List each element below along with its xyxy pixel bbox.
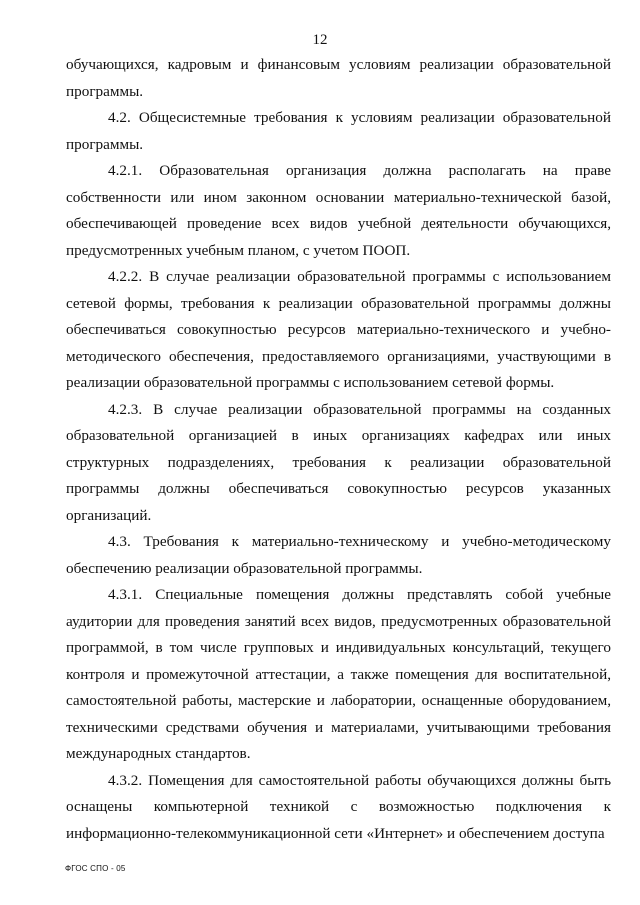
paragraph-4-2: 4.2. Общесистемные требования к условиям реализации образовательной программы. (66, 109, 611, 153)
paragraph-4-3-2: 4.3.2. Помещения для самостоятельной работы обучающихся должны быть оснащены компьютерной техникой с возможностью подключения к информационно-телекоммуникационной сети «Интернет» и обеспечением доступа (66, 771, 611, 842)
paragraph-continuation: обучающихся, кадровым и финансовым условиям реализации образовательной программы. (66, 56, 611, 100)
paragraph-4-3-1: 4.3.1. Специальные помещения должны представлять собой учебные аудитории для проведения занятий всех видов, предусмотренных образовательной программой, в том числе групповых и индивидуальных консультаций, текущего контроля и промежуточной аттестации, а также помещения для воспитательной, самостоятельной работы, мастерские и лаборатории, оснащенные оборудованием, техническими средствами обучения и материалами, учитывающими требования международных стандартов. (66, 586, 611, 762)
paragraph-4-3: 4.3. Требования к материально-техническому и учебно-методическому обеспечению реализации образовательной программы. (66, 533, 611, 577)
paragraph-4-2-1: 4.2.1. Образовательная организация должна располагать на праве собственности или ином законном основании материально-технической базой, обеспечивающей проведение всех видов учебной деятельности обучающихся, предусмотренных учебным планом, с учетом ПООП. (66, 162, 611, 259)
footer-label: ФГОС СПО - 05 (65, 864, 126, 873)
document-body (66, 52, 611, 847)
paragraph-4-2-3: 4.2.3. В случае реализации образовательной программы на созданных образовательной организацией в иных организациях кафедрах или иных структурных подразделениях, требования к реализации образовательной программы должны обеспечиваться совокупностью ресурсов указанных организаций. (66, 400, 611, 524)
paragraph-4-2-2: 4.2.2. В случае реализации образовательной программы с использованием сетевой формы, требования к реализации образовательной программы должны обеспечиваться совокупностью ресурсов материально-технического и учебно-методического обеспечения, предоставляемого организациями, участвующими в реализации образовательной программы с использованием сетевой формы. (66, 268, 611, 391)
page-number: 12 (312, 32, 328, 48)
